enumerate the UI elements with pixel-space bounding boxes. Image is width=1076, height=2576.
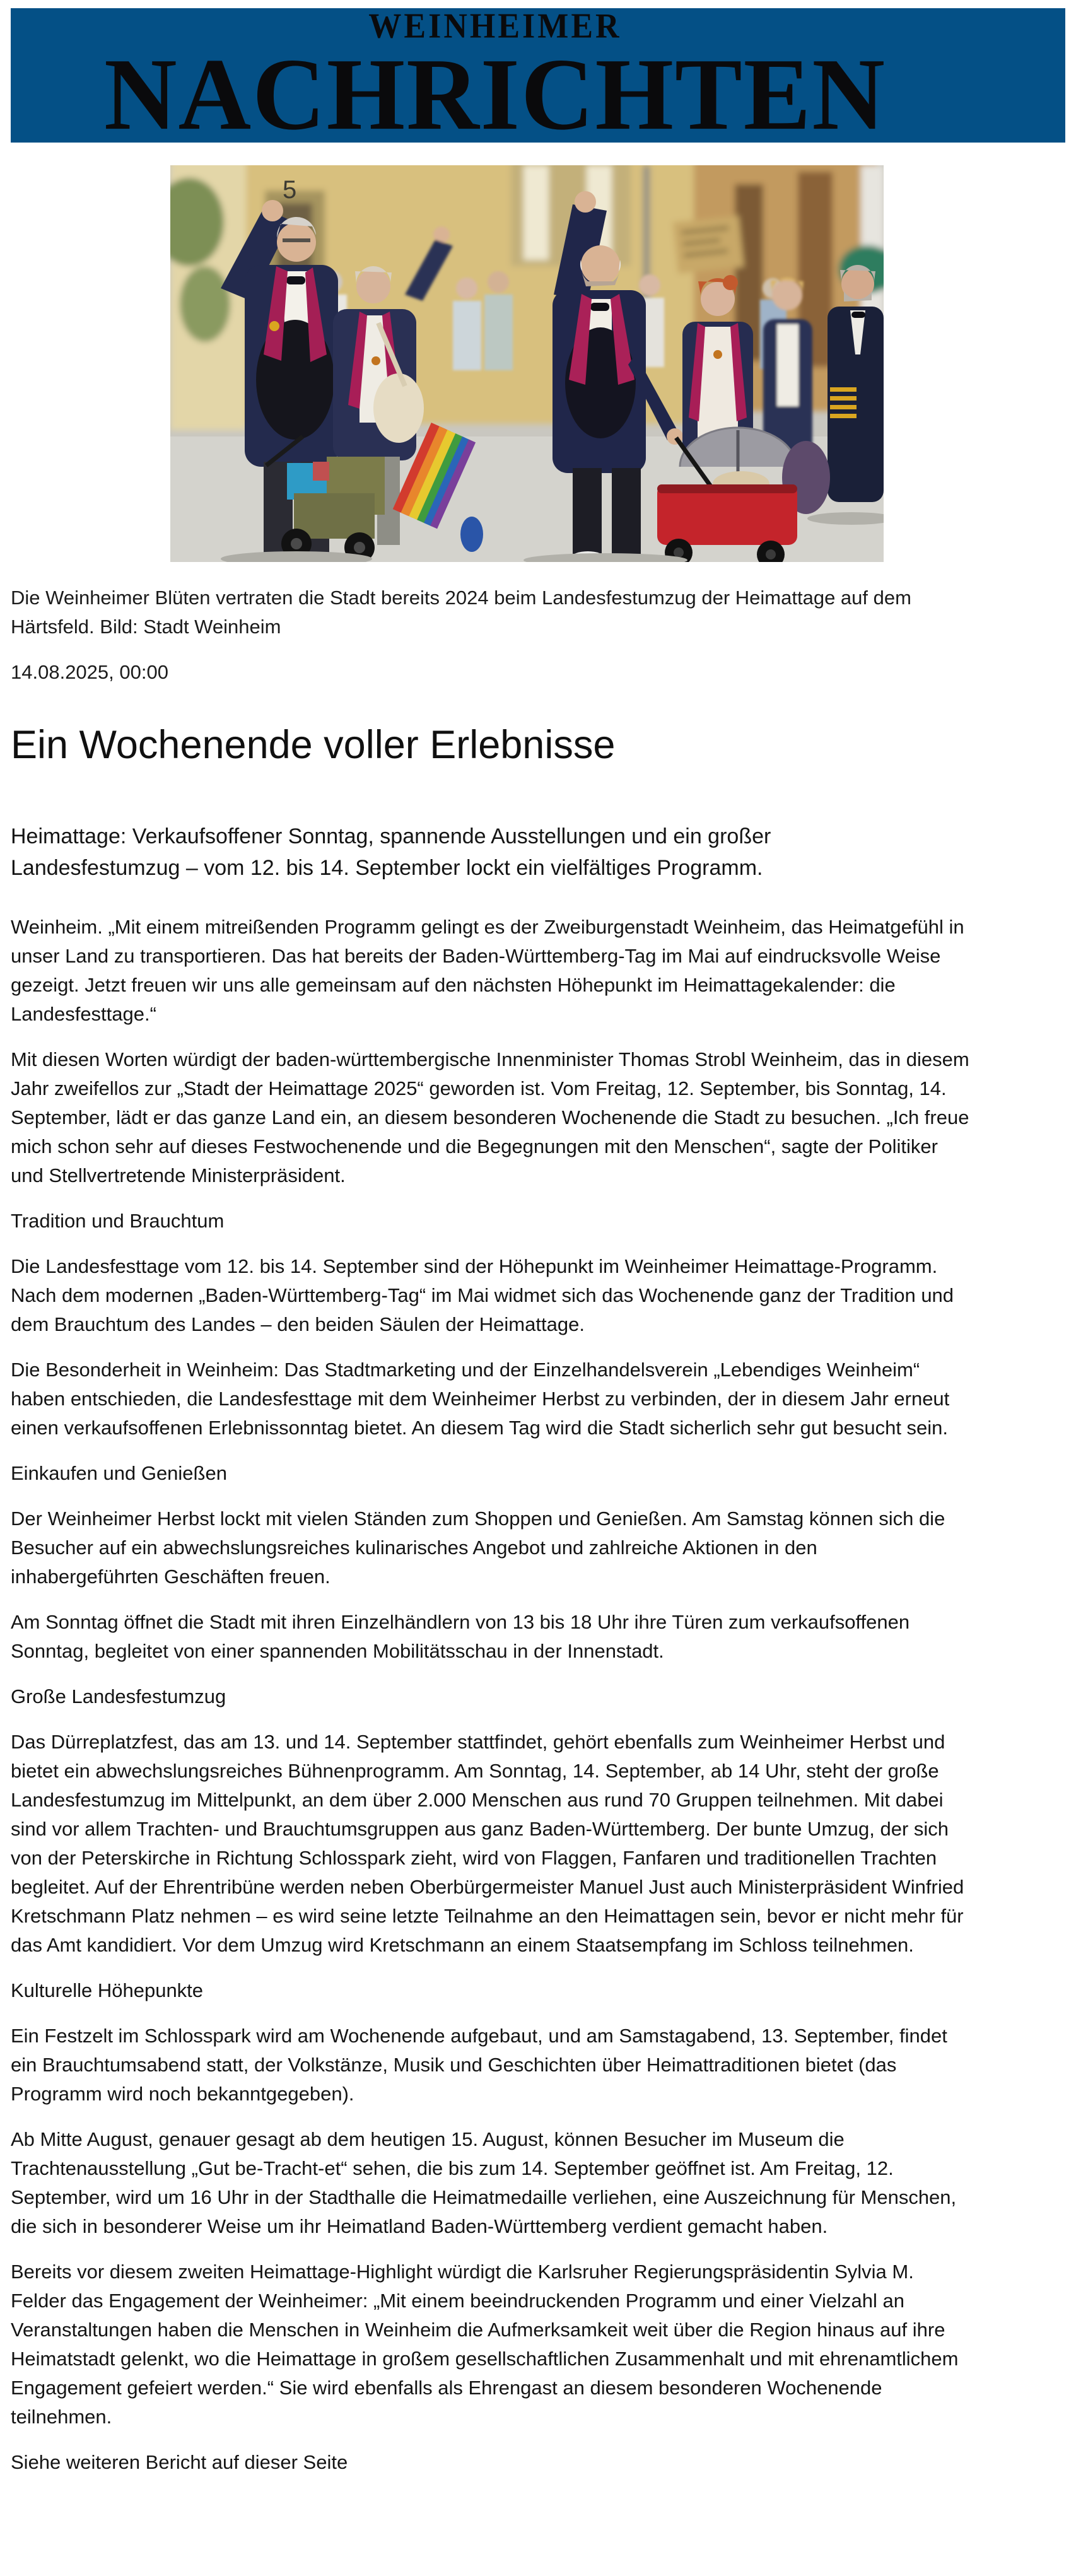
body-paragraph: Weinheim. „Mit einem mitreißenden Programm gelingt es der Zweiburgenstadt Weinheim, das Heimatgefühl in unser Land zu transportieren. Das hat bereits der Baden-Württemberg-Tag im Mai auf eindrucksvolle Weise gezeigt. Jetzt freuen wir uns alle gemeinsam auf den nächsten Höhepunkt im Heimattagekalender: die Landesfesttage.“ xyxy=(11,916,964,1025)
body-paragraph: Am Sonntag öffnet die Stadt mit ihren Einzelhändlern von 13 bis 18 Uhr ihre Türen zum verkaufsoffenen Sonntag, begleitet von einer spannenden Mobilitätsschau in der Innenstadt. xyxy=(11,1611,910,1662)
body-paragraph: Ab Mitte August, genauer gesagt ab dem heutigen 15. August, können Besucher im Museum die Trachtenausstellung „Gut be-Tracht-et“ sehen, die bis zum 14. September geöffnet ist. Am Freitag, 12. September, wird um 16 Uhr in der Stadthalle die Heimatmedaille verliehen, eine Auszeichnung für Menschen, die sich in besonderer Weise um ihr Heimatland Baden-Württemberg verdient gemacht haben. xyxy=(11,2128,957,2237)
body-paragraph: Ein Festzelt im Schlosspark wird am Wochenende aufgebaut, und am Samstagabend, 13. September, findet ein Brauchtumsabend statt, der Volkstänze, Musik und Geschichten über Heimattraditionen bietet (das Programm wird noch bekanntgegeben). xyxy=(11,2025,947,2105)
article-headline: Ein Wochenende voller Erlebnisse xyxy=(11,723,616,767)
section-subhead: Große Landesfestumzug xyxy=(11,1685,226,1707)
article-body xyxy=(11,913,1065,2510)
body-paragraph: Der Weinheimer Herbst lockt mit vielen Ständen zum Shoppen und Genießen. Am Samstag können sich die Besucher auf ein abwechslungsreiches kulinarisches Angebot und zahlreiche Aktionen in den inhabergeführten Geschäften freuen. xyxy=(11,1508,945,1588)
section-subhead: Tradition und Brauchtum xyxy=(11,1210,225,1232)
masthead-line2: NACHRICHTEN xyxy=(104,36,886,143)
masthead-line1: WEINHEIMER xyxy=(368,8,622,45)
article-photo xyxy=(170,165,884,562)
body-paragraph: Die Besonderheit in Weinheim: Das Stadtmarketing und der Einzelhandelsverein „Lebendiges Weinheim“ haben entschieden, die Landesfesttage mit dem Weinheimer Herbst zu verbinden, der in diesem Jahr erneut einen verkaufsoffenen Erlebnissonntag bietet. An diesem Tag wird die Stadt sicherlich sehr gut besucht sein. xyxy=(11,1359,950,1439)
body-paragraph: Siehe weiteren Bericht auf dieser Seite xyxy=(11,2451,348,2473)
parade-photo-illustration xyxy=(170,165,884,562)
masthead xyxy=(104,10,886,141)
masthead-banner xyxy=(11,8,1065,143)
section-subhead: Kulturelle Höhepunkte xyxy=(11,1979,204,2001)
article-date: 14.08.2025, 00:00 xyxy=(11,661,168,683)
body-paragraph: Bereits vor diesem zweiten Heimattage-Highlight würdigt die Karlsruher Regierungspräsidentin Sylvia M. Felder das Engagement der Weinheimer: „Mit einem beeindruckenden Programm und einer Vielzahl an Veranstaltungen haben die Menschen in Weinheim die Aufmerksamkeit weit über die Region hinaus auf ihre Heimatstadt gelenkt, wo die Heimattage in großem gesellschaftlichen Zusammenhalt und mit ehrenamtlichem Engagement gefeiert werden.“ Sie wird ebenfalls als Ehrengast an diesem besonderen Wochenende teilnehmen. xyxy=(11,2261,959,2428)
body-paragraph: Die Landesfesttage vom 12. bis 14. September sind der Höhepunkt im Weinheimer Heimattage-Programm. Nach dem modernen „Baden-Württemberg-Tag“ im Mai widmet sich das Wochenende ganz der Tradition und dem Brauchtum des Landes – den beiden Säulen der Heimattage. xyxy=(11,1255,954,1335)
photo-house-number: 5 xyxy=(283,176,297,204)
section-subhead: Einkaufen und Genießen xyxy=(11,1462,227,1484)
body-paragraph: Das Dürreplatzfest, das am 13. und 14. September stattfindet, gehört ebenfalls zum Weinheimer Herbst und bietet ein abwechslungsreiches Bühnenprogramm. Am Sonntag, 14. September, ab 14 Uhr, steht der große Landesfestumzug im Mittelpunkt, an dem über 2.000 Menschen aus rund 70 Gruppen teilnehmen. Mit dabei sind vor allem Trachten- und Brauchtumsgruppen aus ganz Baden-Württemberg. Der bunte Umzug, der sich von der Peterskirche in Richtung Schlosspark zieht, wird von Flaggen, Fanfaren und traditionellen Trachten begleitet. Auf der Ehrentribüne werden neben Oberbürgermeister Manuel Just auch Ministerpräsident Winfried Kretschmann Platz nehmen – es wird seine letzte Teilnahme an den Heimattagen sein, bevor er nicht mehr für das Amt kandidiert. Vor dem Umzug wird Kretschmann an einem Staatsempfang im Schloss teilnehmen. xyxy=(11,1731,964,1956)
body-paragraph: Mit diesen Worten würdigt der baden-württembergische Innenminister Thomas Strobl Weinheim, das in diesem Jahr zweifellos zur „Stadt der Heimattage 2025“ geworden ist. Vom Freitag, 12. September, bis Sonntag, 14. September, lädt er das ganze Land ein, an diesem besonderen Wochenende die Stadt zu besuchen. „Ich freue mich schon sehr auf dieses Festwochenende und die Begegnungen mit den Menschen“, sagte der Politiker und Stellvertretende Ministerpräsident. xyxy=(11,1048,969,1186)
photo-caption: Die Weinheimer Blüten vertraten die Stadt bereits 2024 beim Landesfestumzug der Heimattage auf dem Härtsfeld. Bild: Stadt Weinheim xyxy=(11,587,911,638)
article-subtitle: Heimattage: Verkaufsoffener Sonntag, spannende Ausstellungen und ein großer Landesfestumzug – vom 12. bis 14. September lockt ein vielfältiges Programm. xyxy=(11,824,771,880)
